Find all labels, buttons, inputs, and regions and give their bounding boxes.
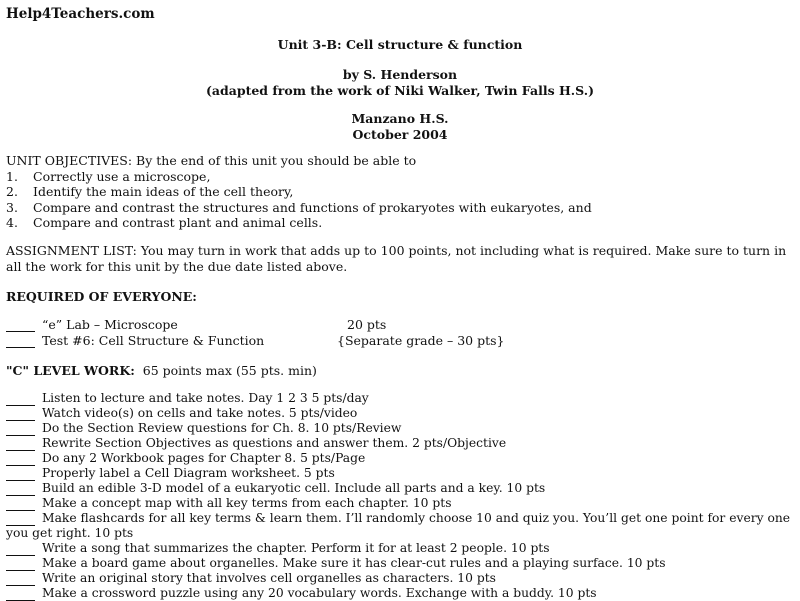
c-level-list	[6, 391, 796, 601]
page-title: Unit 3-B: Cell structure & function	[277, 37, 523, 52]
item-text: Make a board game about organelles. Make sure it has clear-cut rules and a playing surface. 10 pts	[42, 556, 666, 570]
school: Manzano H.S.	[351, 111, 449, 126]
c-level-item	[6, 496, 796, 511]
item-text: “e” Lab – Microscope	[42, 317, 178, 332]
objective-text: Compare and contrast plant and animal cells.	[33, 214, 323, 230]
objective-item	[6, 184, 592, 199]
assignment-text: ASSIGNMENT LIST: You may turn in work that adds up to 100 points, not including what is required. Make sure to turn in all the work for this unit by the due date listed above.	[6, 243, 787, 274]
objective-number: 3.	[6, 199, 18, 215]
c-level-item	[6, 586, 796, 601]
objective-number: 2.	[6, 184, 18, 200]
required-item	[6, 317, 178, 332]
c-level-item	[6, 571, 796, 586]
item-points: {Separate grade – 30 pts}	[337, 333, 505, 348]
objectives-intro: UNIT OBJECTIVES: By the end of this unit you should be able to	[6, 153, 417, 168]
c-level-item	[6, 511, 796, 541]
c-level-header	[6, 363, 317, 378]
c-level-item	[6, 406, 796, 421]
item-text: Test #6: Cell Structure & Function	[42, 333, 265, 348]
objective-text: Correctly use a microscope,	[33, 169, 211, 184]
checkbox-blank[interactable]	[6, 452, 35, 466]
item-text: Make a crossword puzzle using any 20 vocabulary words. Exchange with a buddy. 10 pts	[42, 586, 597, 600]
objective-item	[6, 169, 592, 184]
objective-number: 1.	[6, 169, 18, 184]
objective-text: Identify the main ideas of the cell theory,	[33, 184, 294, 200]
checkbox-blank[interactable]	[6, 422, 35, 436]
c-level-item	[6, 556, 796, 571]
c-level-item	[6, 421, 796, 436]
item-text: Do any 2 Workbook pages for Chapter 8. 5 pts/Page	[42, 451, 366, 465]
c-level-item	[6, 541, 796, 556]
item-text: Build an edible 3-D model of a eukaryotic cell. Include all parts and a key. 10 pts	[42, 481, 546, 495]
checkbox-blank[interactable]	[6, 512, 35, 526]
checkbox-blank[interactable]	[6, 318, 35, 332]
c-level-item	[6, 466, 796, 481]
adapted-credit: (adapted from the work of Niki Walker, Twin Falls H.S.)	[205, 83, 594, 98]
checkbox-blank[interactable]	[6, 557, 35, 571]
c-level-subtitle: 65 points max (55 pts. min)	[142, 363, 317, 378]
c-level-item	[6, 436, 796, 451]
checkbox-blank[interactable]	[6, 467, 35, 481]
c-level-item	[6, 481, 796, 496]
c-level-heading: "C" LEVEL WORK:	[6, 363, 135, 378]
checkbox-blank[interactable]	[6, 587, 35, 601]
checkbox-blank[interactable]	[6, 542, 35, 556]
objective-text: Compare and contrast the structures and functions of prokaryotes with eukaryotes, and	[33, 199, 592, 215]
c-level-item	[6, 391, 796, 406]
checkbox-blank[interactable]	[6, 392, 35, 406]
required-heading: REQUIRED OF EVERYONE:	[6, 289, 197, 304]
checkbox-blank[interactable]	[6, 437, 35, 451]
c-level-item	[6, 451, 796, 466]
objectives-list	[6, 169, 592, 230]
item-text: Write a song that summarizes the chapter. Perform it for at least 2 people. 10 pts	[42, 541, 550, 555]
site-name: Help4Teachers.com	[6, 6, 155, 22]
item-text: Write an original story that involves cell organelles as characters. 10 pts	[42, 571, 496, 585]
objective-item	[6, 215, 592, 230]
checkbox-blank[interactable]	[6, 497, 35, 511]
checkbox-blank[interactable]	[6, 572, 35, 586]
objective-item	[6, 200, 592, 215]
checkbox-blank[interactable]	[6, 334, 35, 348]
item-text: Do the Section Review questions for Ch. 8. 10 pts/Review	[42, 421, 402, 435]
objective-number: 4.	[6, 214, 18, 230]
item-points: 20 pts	[347, 317, 387, 332]
item-text: Make flashcards for all key terms & learn them. I’ll randomly choose 10 and quiz you. You’ll get one point for every one you get right. 10 pts	[6, 511, 791, 540]
item-text: Make a concept map with all key terms from each chapter. 10 pts	[42, 496, 452, 510]
item-text: Listen to lecture and take notes. Day 1 2 3 5 pts/day	[42, 391, 369, 405]
author: by S. Henderson	[342, 67, 458, 82]
item-text: Rewrite Section Objectives as questions and answer them. 2 pts/Objective	[42, 436, 507, 450]
checkbox-blank[interactable]	[6, 407, 35, 421]
item-text: Watch video(s) on cells and take notes. 5 pts/video	[42, 406, 358, 420]
date: October 2004	[352, 127, 448, 142]
required-item	[6, 333, 264, 348]
item-text: Properly label a Cell Diagram worksheet. 5 pts	[42, 466, 335, 480]
checkbox-blank[interactable]	[6, 482, 35, 496]
